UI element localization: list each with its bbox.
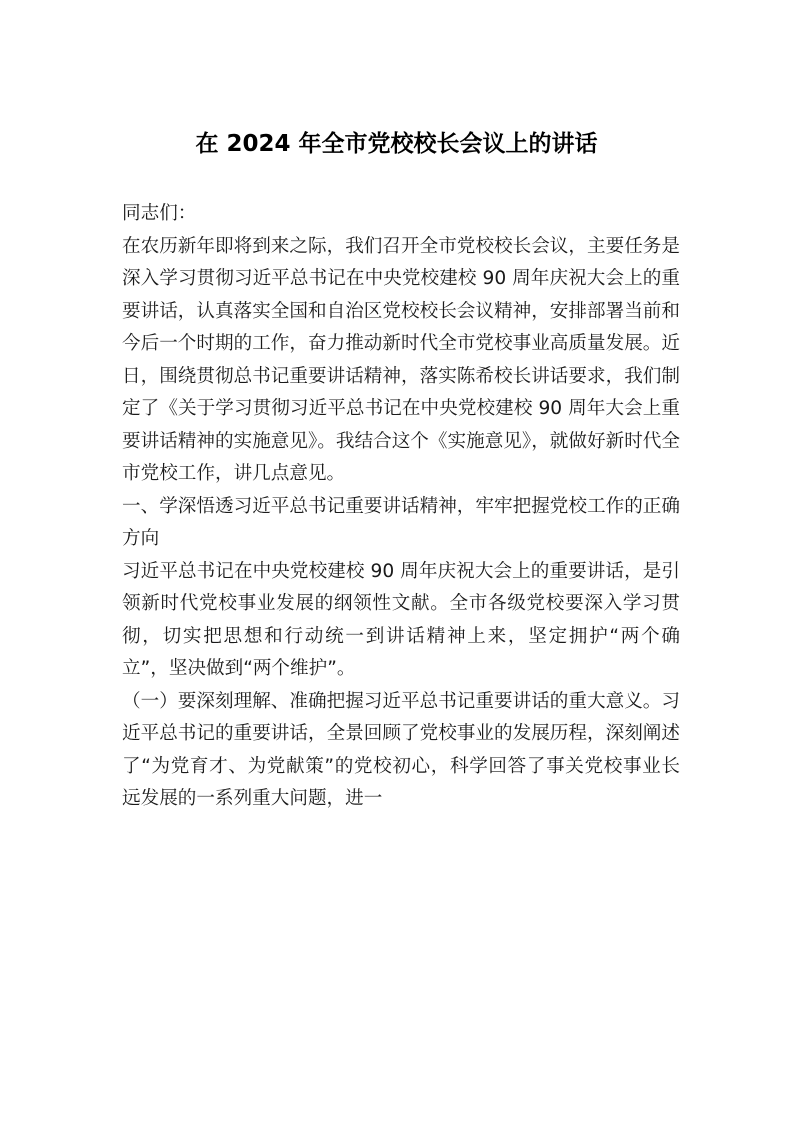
intro-paragraph: 在农历新年即将到来之际，我们召开全市党校校长会议，主要任务是深入学习贯彻习近平总书记在中央党校建校 90 周年庆祝大会上的重要讲话，认真落实全国和自治区党校校长会议精神，安排部署当前和今后一个时期的工作，奋力推动新时代全市党校事业高质量发展。近日，围绕贯彻总书记重要讲话精神，落实陈希校长讲话要求，我们制定了《关于学习贯彻习近平总书记在中央党校建校 90 周年大会上重要讲话精神的实施意见》。我结合这个《实施意见》，就做好新时代全市党校工作，讲几点意见。 [122, 235, 680, 484]
subsection-1-paragraph: （一）要深刻理解、准确把握习近平总书记重要讲话的重大意义。习近平总书记的重要讲话，全景回顾了党校事业的发展历程，深刻阐述了“为党育才、为党献策”的党校初心，科学回答了事关党校事业长远发展的一系列重大问题，进一 [122, 690, 680, 809]
section-heading-1: 一、学深悟透习近平总书记重要讲话精神，牢牢把握党校工作的正确方向 [122, 495, 680, 549]
salutation: 同志们： [122, 203, 197, 224]
section-1-paragraph: 习近平总书记在中央党校建校 90 周年庆祝大会上的重要讲话，是引领新时代党校事业发展的纲领性文献。全市各级党校要深入学习贯彻，切实把思想和行动统一到讲话精神上来，坚定拥护“两个确立”，坚决做到“两个维护”。 [122, 560, 680, 679]
document-title: 在 2024 年全市党校校长会议上的讲话 [195, 131, 598, 157]
document-body [122, 198, 680, 816]
